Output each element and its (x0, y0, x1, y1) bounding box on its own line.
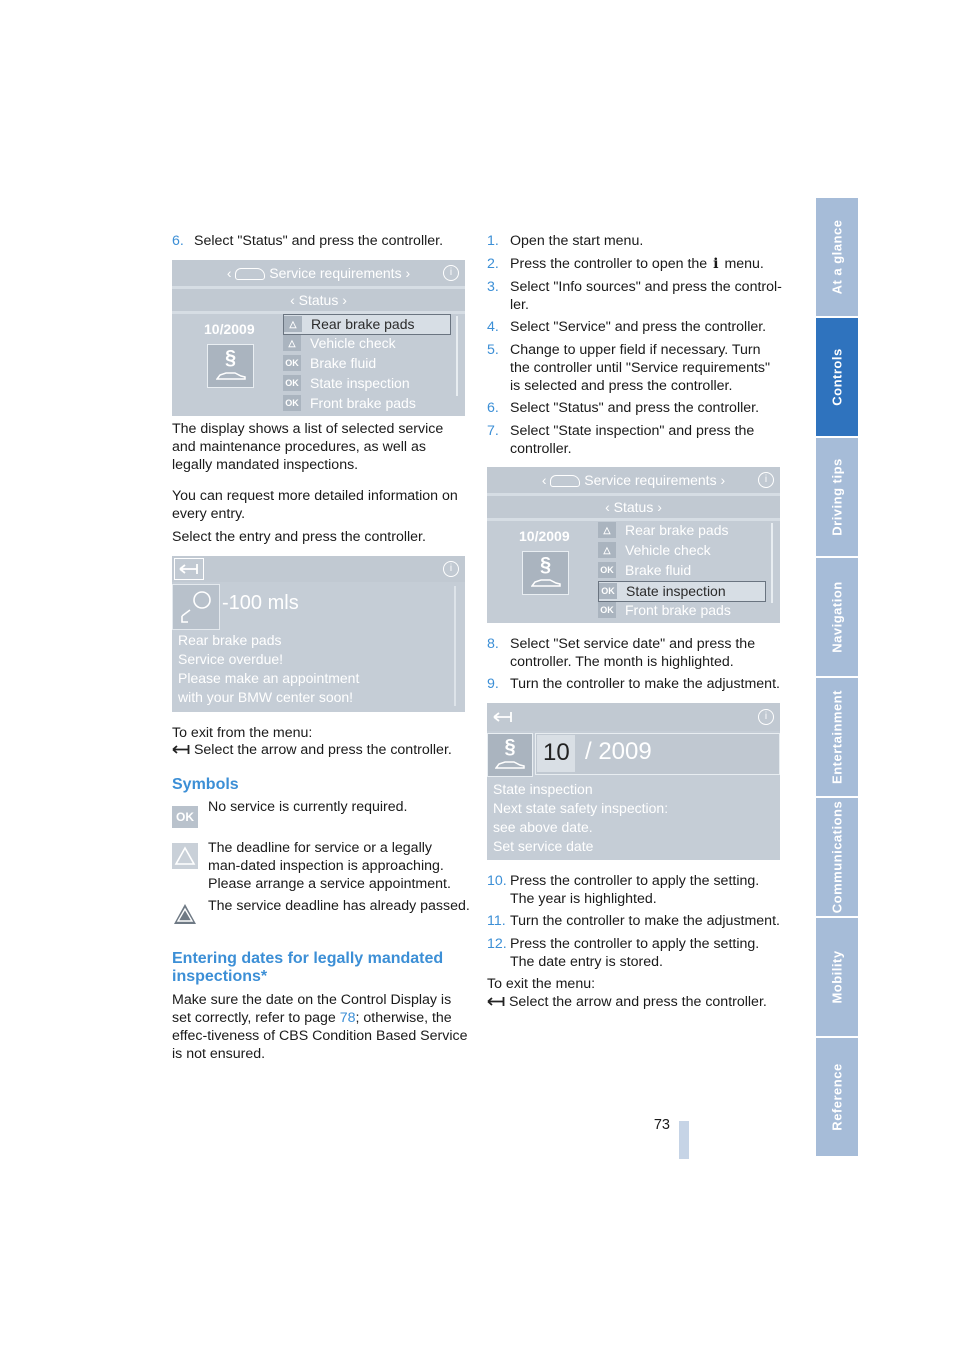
step-item (487, 232, 782, 250)
due-date: 10/2009 (204, 321, 255, 337)
section-tab-label: Controls (829, 348, 845, 406)
page-number: 73 (653, 1117, 670, 1133)
info-line: Next state safety inspection: (493, 800, 669, 816)
list-item[interactable] (598, 541, 766, 560)
paragraph: The display shows a list of selected service and maintenance procedures, as well as legally mandated inspections. (172, 421, 444, 473)
dates-text: ; otherwise, the effec-tiveness of CBS Condition Based Service is not ensured. (172, 1010, 468, 1062)
exit-title: To exit from the menu: (172, 725, 313, 741)
symbol-text (172, 839, 464, 893)
warning-icon: △ (598, 542, 616, 558)
screen-top-bar (487, 703, 780, 731)
step-item (487, 872, 782, 908)
screen-title-bar: ‹ Service requirements › (487, 467, 780, 493)
screen-subtitle: Status (613, 499, 654, 515)
paragraph-icon: § (504, 736, 516, 758)
paragraph-icon-box (522, 551, 569, 595)
symbol-text: No service is currently required. (208, 799, 408, 815)
step-item (487, 278, 782, 314)
step-text: Change to upper field if necessary. Turn the controller until "Service requirements" is selected and press the controller. (510, 342, 771, 394)
step-number: 2. (487, 256, 499, 272)
step-number: 1. (487, 233, 499, 249)
list-item[interactable] (283, 334, 451, 353)
section-tab[interactable] (816, 438, 858, 556)
section-tab-label: Entertainment (829, 690, 845, 784)
dates-text: Make sure the date on the Control Display is set correctly, refer to page (172, 992, 452, 1026)
step-number: 3. (487, 279, 499, 295)
step-text: Turn the controller to make the adjustment. (510, 676, 780, 692)
list-item-label: Vehicle check (625, 542, 711, 558)
section-tab[interactable] (816, 318, 858, 436)
step-6-left (172, 232, 472, 250)
paragraph-icon-box (207, 344, 254, 388)
warning-icon: △ (283, 335, 301, 351)
car-icon (531, 578, 561, 588)
step-number: 11. (487, 913, 506, 929)
car-icon (495, 760, 525, 770)
detail-line: Rear brake pads (178, 632, 282, 648)
section-tab[interactable] (816, 558, 858, 676)
screen-subtitle-bar: ‹ Status › (487, 496, 780, 518)
screen-subtitle-bar: ‹ Status › (172, 289, 465, 311)
list-item[interactable] (283, 374, 451, 393)
section-tab-label: Communications (829, 800, 845, 914)
step-item (487, 399, 782, 417)
scrollbar (771, 523, 773, 603)
ok-icon: OK (599, 583, 617, 599)
section-tab[interactable] (816, 798, 858, 916)
back-arrow-icon (172, 744, 190, 755)
step-text: Select "Service" and press the controller. (510, 319, 767, 335)
list-item[interactable] (598, 601, 766, 620)
list-item-label: Front brake pads (310, 395, 416, 411)
paragraph: You can request more detailed information on every entry. (172, 488, 458, 522)
list-item-label: Front brake pads (625, 602, 731, 618)
screen-title-bar: ‹ Service requirements › (172, 260, 465, 286)
page-marker (679, 1121, 689, 1159)
paragraph-icon: § (539, 554, 552, 576)
ok-icon: OK (598, 602, 616, 618)
step-text: Select "Set service date" and press the controller. The month is highlighted. (510, 636, 756, 670)
list-item[interactable] (283, 314, 451, 335)
warning-icon: △ (598, 522, 616, 538)
year-value[interactable]: / 2009 (585, 738, 652, 765)
step-number: 7. (487, 423, 499, 439)
step-text: Select "Status" and press the controller. (194, 233, 444, 249)
ok-icon: OK (283, 395, 301, 411)
detail-line: Service overdue! (178, 651, 284, 667)
exit-text: Select the arrow and press the controller. (193, 742, 452, 758)
month-field[interactable] (537, 735, 575, 772)
status-screen-2 (487, 467, 780, 623)
exit-instruction (172, 741, 472, 759)
section-tabs (816, 198, 858, 1160)
scrollbar (456, 316, 458, 396)
step-item (487, 318, 782, 336)
warning-dark-icon (172, 901, 198, 927)
list-item-label: Brake fluid (310, 355, 377, 371)
step-number: 9. (487, 676, 499, 692)
ok-icon: OK (283, 355, 301, 371)
list-item-label: Vehicle check (310, 335, 396, 351)
list-item-label: State inspection (626, 583, 726, 599)
exit-text: Select the arrow and press the controller. (508, 994, 767, 1010)
paragraph: Select the entry and press the controller. (172, 529, 426, 545)
info-icon: i (443, 265, 459, 281)
step-text (487, 255, 782, 273)
month-value: 10 (543, 739, 570, 766)
symbol-text-warning: The deadline for service or a legally man-dated inspection is approaching. Please arrange a service appointment. (208, 840, 451, 892)
detail-screen (172, 556, 465, 712)
detail-line: Please make an appointment (178, 670, 360, 686)
list-item-label: Rear brake pads (625, 522, 729, 538)
section-tab-label: Driving tips (829, 458, 845, 536)
step-item (487, 912, 782, 930)
detail-icon-box (172, 584, 220, 630)
dates-paragraph (172, 991, 468, 1063)
info-line: State inspection (493, 781, 593, 797)
step-item (487, 341, 782, 395)
symbol-text: The service deadline has already passed. (208, 898, 470, 914)
back-arrow-icon (493, 711, 513, 723)
page-link[interactable]: 78 (339, 1010, 356, 1026)
step-item (487, 422, 782, 458)
section-tab[interactable] (816, 678, 858, 796)
back-arrow-icon (487, 996, 505, 1007)
step-number: 12. (487, 936, 507, 952)
step-number: 6. (487, 400, 499, 416)
back-arrow-button (174, 558, 204, 580)
info-icon: i (443, 561, 459, 577)
step-text: Open the start menu. (510, 233, 644, 249)
step-number: 6. (172, 233, 184, 249)
screen-title: Service requirements (584, 472, 717, 488)
list-item-label: State inspection (310, 375, 410, 391)
section-tab-label: Reference (829, 1063, 845, 1131)
list-item[interactable] (283, 394, 451, 413)
list-item[interactable] (598, 521, 766, 540)
set-service-date-item[interactable]: Set service date (493, 838, 594, 854)
screen-top-bar (172, 556, 465, 582)
section-tab-label: Mobility (829, 950, 845, 1004)
section-tab[interactable] (816, 1038, 858, 1156)
section-heading: Entering dates for legally mandated inspections* (172, 950, 444, 985)
ok-symbol-icon: OK (172, 806, 198, 828)
step-text: Select "Info sources" and press the control-ler. (510, 279, 782, 313)
section-tab[interactable] (816, 198, 858, 316)
paragraph-icon-box (487, 733, 533, 777)
scrollbar (454, 586, 456, 706)
ok-icon: OK (283, 375, 301, 391)
screen-title: Service requirements (269, 265, 402, 281)
paragraph-icon: § (224, 347, 237, 369)
list-item[interactable] (598, 581, 766, 602)
list-item[interactable] (598, 561, 766, 580)
car-icon (235, 268, 265, 280)
info-line: see above date. (493, 819, 593, 835)
step-item (487, 255, 782, 273)
list-item-label: Brake fluid (625, 562, 692, 578)
back-arrow-icon (179, 563, 199, 575)
due-date: 10/2009 (519, 528, 570, 544)
step-text: Select "State inspection" and press the controller. (510, 423, 755, 457)
step-text: Press the controller to apply the setting. The date entry is stored. (510, 936, 760, 970)
step-item (487, 635, 782, 671)
step-text-b: menu. (720, 256, 764, 272)
brake-warning-icon (176, 588, 216, 626)
list-item-label: Rear brake pads (311, 316, 415, 332)
symbols-heading: Symbols (172, 776, 239, 793)
info-icon: i (758, 709, 774, 725)
ok-icon: OK (598, 562, 616, 578)
status-screen (172, 260, 465, 416)
step-text: Turn the controller to make the adjustment. (510, 913, 780, 929)
car-icon (216, 371, 246, 381)
step-text-a: Press the controller to open the (510, 256, 712, 272)
car-icon (550, 475, 580, 487)
date-entry-screen (487, 703, 780, 860)
exit-title: To exit the menu: (487, 976, 596, 992)
step-text: Press the controller to apply the setting. The year is highlighted. (510, 873, 760, 907)
section-tab[interactable] (816, 918, 858, 1036)
step-item (487, 935, 782, 971)
screen-subtitle: Status (298, 292, 339, 308)
info-icon: i (758, 472, 774, 488)
list-item[interactable] (283, 354, 451, 373)
step-number: 8. (487, 636, 499, 652)
exit-instruction (487, 993, 787, 1011)
step-text: Select "Status" and press the controller. (510, 400, 760, 416)
step-number: 5. (487, 342, 499, 358)
warning-icon: △ (284, 316, 302, 332)
step-number: 10. (487, 873, 507, 889)
detail-line: with your BMW center soon! (178, 689, 354, 705)
section-tab-label: Navigation (829, 581, 845, 653)
info-i-icon: i (713, 256, 719, 272)
step-item (487, 675, 782, 693)
distance-value: -100 mls (222, 592, 299, 614)
step-number: 4. (487, 319, 499, 335)
section-tab-label: At a glance (829, 219, 845, 295)
